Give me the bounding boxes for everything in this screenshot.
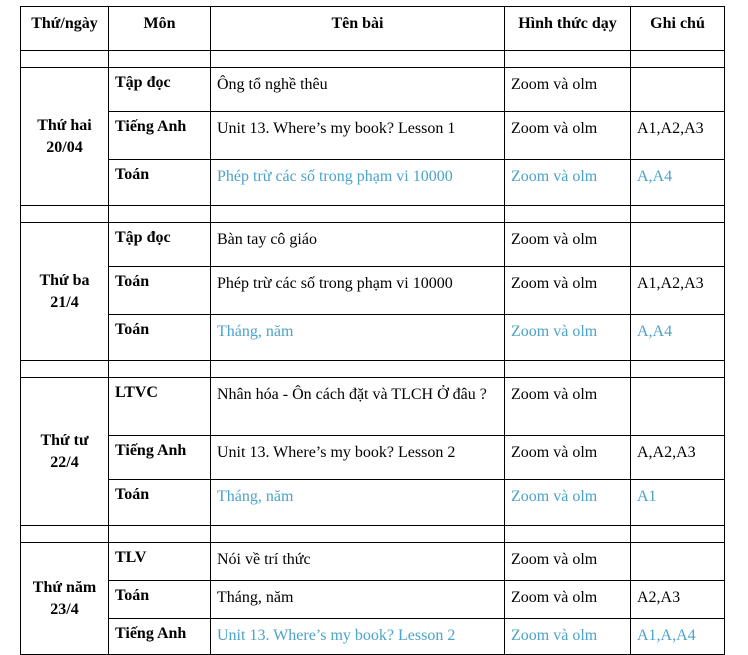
table-row	[21, 223, 725, 267]
lesson-cell: Unit 13. Where’s my book? Lesson 2	[211, 436, 505, 480]
subject-cell: Tiếng Anh	[109, 436, 211, 480]
day-date: 20/04	[46, 138, 83, 156]
header-note: Ghi chú	[631, 7, 725, 51]
header-lesson: Tên bài	[211, 7, 505, 51]
table-row	[21, 315, 725, 361]
lesson-cell: Bàn tay cô giáo	[211, 223, 505, 267]
day-cell	[21, 68, 109, 206]
method-cell: Zoom và olm	[505, 543, 631, 581]
note-cell	[631, 68, 725, 112]
method-cell: Zoom và olm	[505, 112, 631, 160]
table-row	[21, 267, 725, 315]
schedule-table	[20, 6, 725, 655]
header-row	[21, 7, 725, 51]
table-row	[21, 68, 725, 112]
subject-cell: Tiếng Anh	[109, 619, 211, 655]
subject-cell: Toán	[109, 581, 211, 619]
method-cell: Zoom và olm	[505, 480, 631, 526]
lesson-cell: Unit 13. Where’s my book? Lesson 2	[211, 619, 505, 655]
subject-cell: Toán	[109, 315, 211, 361]
table-row	[21, 436, 725, 480]
lesson-cell: Phép trừ các số trong phạm vi 10000	[211, 267, 505, 315]
subject-cell: Tập đọc	[109, 68, 211, 112]
lesson-cell: Tháng, năm	[211, 581, 505, 619]
table-row	[21, 581, 725, 619]
day-name: Thứ hai	[37, 116, 92, 134]
table-row	[21, 112, 725, 160]
lesson-cell: Phép trừ các số trong phạm vi 10000	[211, 160, 505, 206]
note-cell: A1,A2,A3	[631, 267, 725, 315]
note-cell	[631, 378, 725, 436]
method-cell: Zoom và olm	[505, 315, 631, 361]
day-cell	[21, 378, 109, 526]
table-row	[21, 543, 725, 581]
method-cell: Zoom và olm	[505, 619, 631, 655]
subject-cell: Tiếng Anh	[109, 112, 211, 160]
day-name: Thứ năm	[32, 578, 97, 596]
lesson-cell: Tháng, năm	[211, 480, 505, 526]
note-cell	[631, 223, 725, 267]
note-cell	[631, 543, 725, 581]
note-cell: A,A4	[631, 315, 725, 361]
subject-cell: TLV	[109, 543, 211, 581]
subject-cell: Toán	[109, 480, 211, 526]
note-cell: A2,A3	[631, 581, 725, 619]
note-cell: A1,A,A4	[631, 619, 725, 655]
method-cell: Zoom và olm	[505, 267, 631, 315]
note-cell: A1,A2,A3	[631, 112, 725, 160]
subject-cell: Toán	[109, 160, 211, 206]
day-date: 22/4	[50, 453, 79, 471]
header-day: Thứ/ngày	[21, 7, 109, 51]
lesson-cell: Nhân hóa - Ôn cách đặt và TLCH Ở đâu ?	[211, 378, 505, 436]
subject-cell: Tập đọc	[109, 223, 211, 267]
method-cell: Zoom và olm	[505, 378, 631, 436]
spacer-row	[21, 206, 725, 223]
day-date: 21/4	[50, 293, 79, 311]
spacer-row	[21, 51, 725, 68]
table-row	[21, 378, 725, 436]
note-cell: A1	[631, 480, 725, 526]
table-row	[21, 480, 725, 526]
method-cell: Zoom và olm	[505, 581, 631, 619]
header-method: Hình thức dạy	[505, 7, 631, 51]
method-cell: Zoom và olm	[505, 68, 631, 112]
lesson-cell: Unit 13. Where’s my book? Lesson 1	[211, 112, 505, 160]
day-name: Thứ ba	[39, 271, 90, 289]
table-row	[21, 160, 725, 206]
spacer-row	[21, 361, 725, 378]
note-cell: A,A2,A3	[631, 436, 725, 480]
day-date: 23/4	[50, 600, 79, 618]
day-cell	[21, 223, 109, 361]
method-cell: Zoom và olm	[505, 160, 631, 206]
subject-cell: LTVC	[109, 378, 211, 436]
lesson-cell: Tháng, năm	[211, 315, 505, 361]
spacer-row	[21, 526, 725, 543]
lesson-cell: Nói về trí thức	[211, 543, 505, 581]
subject-cell: Toán	[109, 267, 211, 315]
note-cell: A,A4	[631, 160, 725, 206]
header-subject: Môn	[109, 7, 211, 51]
method-cell: Zoom và olm	[505, 223, 631, 267]
lesson-cell: Ông tổ nghề thêu	[211, 68, 505, 112]
method-cell: Zoom và olm	[505, 436, 631, 480]
day-name: Thứ tư	[40, 431, 89, 449]
day-cell	[21, 543, 109, 655]
